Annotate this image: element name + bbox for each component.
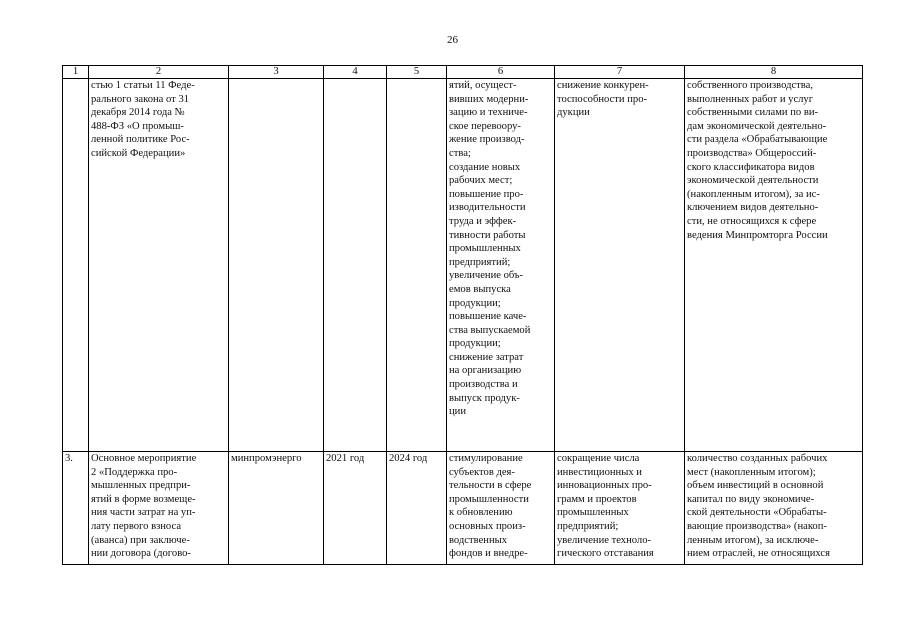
cell-line: промышленности <box>449 493 529 505</box>
cell-line: основных произ- <box>449 520 526 532</box>
column-header-8: 8 <box>685 66 863 79</box>
related-indicators <box>685 452 863 565</box>
cell-line: лату первого взноса <box>91 520 182 532</box>
cell-line: емов выпуска <box>449 283 511 295</box>
cell-line: собственного производства, <box>687 80 813 91</box>
expected-result <box>447 79 555 452</box>
cell-line: сокращение числа <box>557 453 640 464</box>
cell-line: (накопленным итогом), за ис- <box>687 188 820 200</box>
cell-line: предприятий; <box>557 520 619 532</box>
expected-result <box>447 452 555 565</box>
column-header-7: 7 <box>555 66 685 79</box>
cell-line: производства» Общероссий- <box>687 147 817 159</box>
cell-line: тивности работы <box>449 229 526 241</box>
cell-line: дукции <box>557 107 590 119</box>
cell-line: сти раздела «Обрабатывающие <box>687 134 828 146</box>
end-year: 2024 год <box>387 452 447 565</box>
cell-line: ции <box>449 406 467 418</box>
cell-line: ской деятельности «Обрабаты- <box>687 507 827 519</box>
cell-line: водственных <box>449 534 508 546</box>
cell-line: гического отставания <box>557 548 654 560</box>
cell-line: ленным итогом), за исключе- <box>687 534 819 546</box>
cell-line: ятий в форме возмеще- <box>91 493 196 505</box>
cell-line: грамм и проектов <box>557 493 637 505</box>
responsible-executor <box>229 79 324 452</box>
cell-line: тельности в сфере <box>449 480 532 492</box>
cell-line: ведения Минпромторга России <box>687 229 828 241</box>
column-header-2: 2 <box>89 66 229 79</box>
table-row <box>63 79 863 452</box>
cell-line: снижение конкурен- <box>557 80 649 91</box>
cell-line: увеличение техноло- <box>557 534 652 546</box>
cell-line: зацию и техниче- <box>449 107 528 119</box>
cell-line: ленной политике Рос- <box>91 134 190 146</box>
cell-line: жение производ- <box>449 134 525 146</box>
cell-line: ства выпускаемой <box>449 324 531 336</box>
cell-line: предприятий; <box>449 256 511 268</box>
cell-line: к обновлению <box>449 507 513 519</box>
cell-line: стью 1 статьи 11 Феде- <box>91 80 195 91</box>
cell-line: ключением видов деятельно- <box>687 202 819 214</box>
cell-line: сийской Федерации» <box>91 147 186 159</box>
column-header-4: 4 <box>324 66 387 79</box>
consequences-of-non-implementation <box>555 79 685 452</box>
cell-line: вивших модерни- <box>449 93 529 105</box>
cell-line: мышленных предпри- <box>91 480 191 492</box>
cell-line: выпуск продук- <box>449 392 520 404</box>
cell-line: производства и <box>449 379 518 391</box>
page-number: 26 <box>447 34 458 46</box>
cell-line: ского классификатора видов <box>687 161 815 173</box>
cell-line: изводительности <box>449 202 526 214</box>
cell-line: капитал по виду экономиче- <box>687 493 815 505</box>
cell-line: объем инвестиций в основной <box>687 480 824 492</box>
cell-line: нии договора (догово- <box>91 548 191 560</box>
cell-line: инвестиционных и <box>557 466 642 478</box>
end-year <box>387 79 447 452</box>
cell-line: мест (накопленным итогом); <box>687 466 816 478</box>
column-header-1: 1 <box>63 66 89 79</box>
column-header-6: 6 <box>447 66 555 79</box>
cell-line: увеличение объ- <box>449 270 524 282</box>
cell-line: фондов и внедре- <box>449 548 528 560</box>
cell-line: инновационных про- <box>557 480 652 492</box>
measure-description <box>89 79 229 452</box>
cell-line: 488-ФЗ «О промыш- <box>91 120 184 132</box>
cell-line: ское перевоору- <box>449 120 521 132</box>
measure-description <box>89 452 229 565</box>
cell-line: продукции; <box>449 297 501 309</box>
cell-line: выполненных работ и услуг <box>687 93 814 105</box>
cell-line: повышение каче- <box>449 311 527 323</box>
cell-line: ства; <box>449 147 471 159</box>
start-year: 2021 год <box>324 452 387 565</box>
cell-line: (аванса) при заключе- <box>91 534 190 546</box>
cell-line: экономической деятельности <box>687 175 819 187</box>
cell-line: ятий, осущест- <box>449 80 517 91</box>
cell-line: повышение про- <box>449 188 524 200</box>
responsible-executor: минпромэнерго <box>229 452 324 565</box>
data-table <box>62 65 863 565</box>
cell-line: собственными силами по ви- <box>687 107 819 119</box>
cell-line: снижение затрат <box>449 351 524 363</box>
row-number <box>63 79 89 452</box>
cell-line: труда и эффек- <box>449 215 517 227</box>
cell-line: рального закона от 31 <box>91 93 190 105</box>
cell-line: ния части затрат на уп- <box>91 507 196 519</box>
cell-line: 2 «Поддержка про- <box>91 466 178 478</box>
table-row <box>63 452 863 565</box>
cell-line: промышленных <box>557 507 629 519</box>
related-indicators <box>685 79 863 452</box>
cell-line: декабря 2014 года № <box>91 107 185 119</box>
cell-line: создание новых <box>449 161 521 173</box>
cell-line: вающие производства» (накоп- <box>687 520 827 532</box>
cell-line: рабочих мест; <box>449 175 513 187</box>
cell-line: нием отраслей, не относящихся <box>687 548 830 560</box>
cell-line: количество созданных рабочих <box>687 453 828 464</box>
cell-line: Основное мероприятие <box>91 453 197 464</box>
cell-line: дам экономической деятельно- <box>687 120 827 132</box>
cell-line: продукции; <box>449 338 501 350</box>
cell-line: промышленных <box>449 243 521 255</box>
cell-line: на организацию <box>449 365 522 377</box>
header-row <box>63 66 863 79</box>
row-number: 3. <box>63 452 89 565</box>
cell-line: стимулирование <box>449 453 523 464</box>
column-header-5: 5 <box>387 66 447 79</box>
column-header-3: 3 <box>229 66 324 79</box>
start-year <box>324 79 387 452</box>
cell-line: тоспособности про- <box>557 93 648 105</box>
consequences-of-non-implementation <box>555 452 685 565</box>
cell-line: субъектов дея- <box>449 466 515 478</box>
cell-line: сти, не относящихся к сфере <box>687 215 817 227</box>
